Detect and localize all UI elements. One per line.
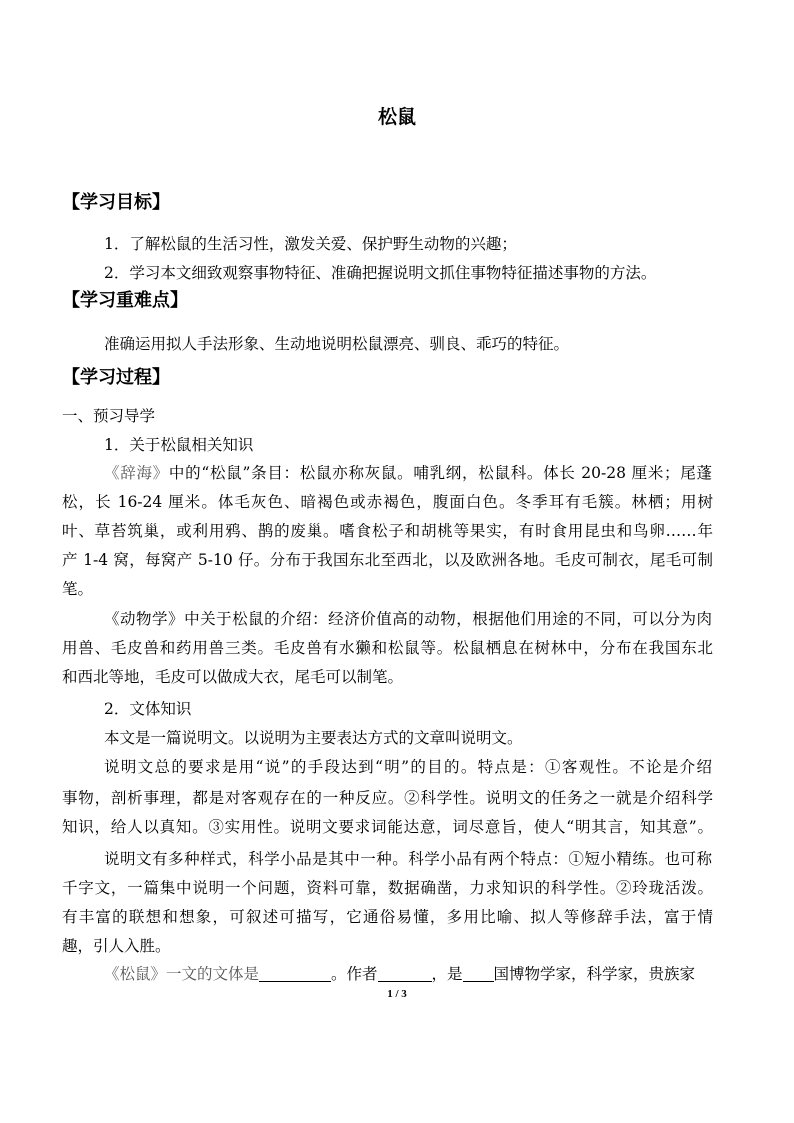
- cihai-line-2: 松，长 16-24 厘米。体毛灰色、暗褐色或赤褐色，腹面白色。冬季耳有毛簇。林栖；用树: [62, 493, 713, 511]
- knowledge-heading: 1．关于松鼠相关知识: [104, 436, 254, 454]
- cihai-line-3: 叶、草苔筑巢，或利用鸦、鹊的废巢。嗜食松子和胡桃等果实，有时食用昆虫和鸟卵……年: [62, 522, 713, 540]
- dongwuxue-line-3: 和西北等地，毛皮可以做成大衣，尾毛可以制笔。: [62, 668, 404, 686]
- dongwuxue-line-2: 用兽、毛皮兽和药用兽三类。毛皮兽有水獭和松鼠等。松鼠栖息在树林中，分布在我国东北: [62, 639, 713, 657]
- styles-line-4: 趣，引人入胜。: [62, 937, 171, 955]
- focus-text: 准确运用拟人手法形象、生动地说明松鼠漂亮、驯良、乖巧的特征。: [104, 335, 570, 353]
- section-heading-goals: 【学习目标】: [62, 192, 170, 213]
- dongwuxue-line-1: 《动物学》中关于松鼠的介绍：经济价值高的动物，根据他们用途的不同，可以分为肉: [104, 610, 712, 628]
- requirements-line-1: 说明文总的要求是用“说”的手段达到“明”的目的。特点是：①客观性。不论是介绍: [104, 758, 712, 776]
- requirements-line-3: 知识，给人以真知。③实用性。说明文要求词能达意，词尽意旨，使人“明其言，知其意”。: [62, 818, 713, 836]
- styles-line-1: 说明文有多种样式，科学小品是其中一种。科学小品有两个特点：①短小精练。也可称: [104, 850, 712, 868]
- question-text-2: 。作者: [331, 965, 378, 983]
- cihai-line-4: 产 1-4 窝，每窝产 5-10 仔。分布于我国东北至西北，以及欧洲各地。毛皮可制衣，尾毛可制: [62, 551, 713, 569]
- styles-line-3: 有丰富的联想和想象，可叙述可描写，它通俗易懂，多用比喻、拟人等修辞手法，富于情: [62, 908, 713, 926]
- page-number: 1 / 3: [387, 988, 407, 1000]
- question-text-3: ，是: [431, 965, 463, 983]
- cihai-line-5: 笔。: [62, 580, 94, 598]
- preview-heading: 一、预习导学: [62, 407, 156, 425]
- answer-blank-author[interactable]: [378, 965, 432, 982]
- goal-item-1: 1．了解松鼠的生活习性，激发关爱、保护野生动物的兴趣；: [104, 235, 517, 253]
- requirements-line-2: 事物，剖析事理，都是对客观存在的一种反应。②科学性。说明文的任务之一就是介绍科学: [62, 789, 713, 807]
- question-text-4: 国博物学家，科学家，贵族家: [493, 965, 696, 983]
- answer-blank-country[interactable]: [463, 965, 494, 982]
- cihai-line-1-text: 中的“松鼠”条目：松鼠亦称灰鼠。哺乳纲，松鼠科。体长 20-28 厘米；尾蓬: [168, 464, 712, 482]
- question-line: [104, 963, 695, 985]
- genre-intro: 本文是一篇说明文。以说明为主要表达方式的文章叫说明文。: [104, 729, 523, 747]
- answer-blank-genre[interactable]: [259, 965, 331, 982]
- styles-line-2: 千字文，一篇集中说明一个问题，资料可靠，数据确凿，力求知识的科学性。②玲珑活泼。: [62, 879, 713, 897]
- section-heading-process: 【学习过程】: [62, 367, 170, 388]
- page-title: 松鼠: [377, 106, 416, 128]
- cihai-line-1: [104, 462, 712, 484]
- section-heading-focus: 【学习重难点】: [62, 290, 188, 311]
- cihai-source: 《辞海》: [104, 464, 169, 482]
- question-text-1: 《松鼠》一文的文体是: [104, 965, 260, 983]
- goal-item-2: 2．学习本文细致观察事物特征、准确把握说明文抓住事物特征描述事物的方法。: [104, 264, 657, 282]
- genre-heading: 2．文体知识: [104, 700, 192, 718]
